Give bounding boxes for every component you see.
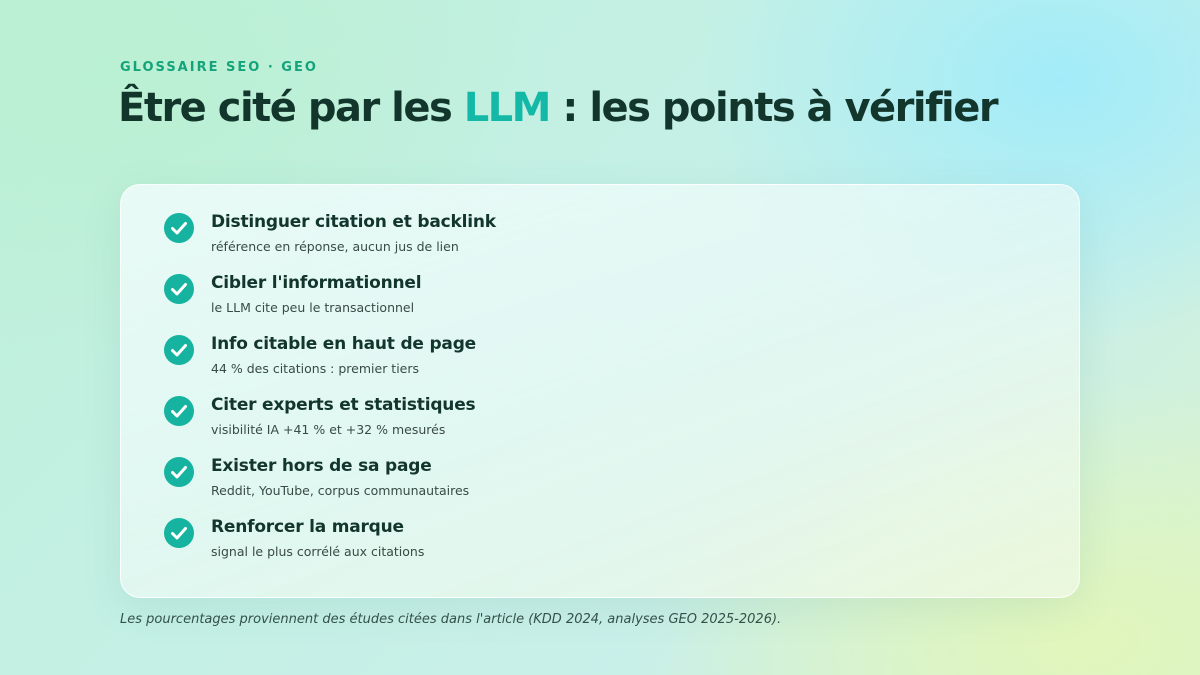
- checklist-item: [164, 457, 1024, 507]
- check-circle-icon: [164, 213, 194, 243]
- check-circle-icon: [164, 396, 194, 426]
- page-title: [118, 82, 997, 134]
- checklist-item-title: Cibler l'informationnel: [211, 273, 422, 293]
- check-circle-icon: [164, 274, 194, 304]
- checklist-item: [164, 335, 1024, 385]
- checklist-item-subtitle: visibilité IA +41 % et +32 % mesurés: [211, 422, 446, 437]
- checklist-item-subtitle: le LLM cite peu le transactionnel: [211, 300, 415, 315]
- checklist-item-title: Exister hors de sa page: [211, 456, 432, 476]
- title-accent: LLM: [463, 85, 550, 131]
- check-circle-icon: [164, 335, 194, 365]
- title-text-before: Être cité par les: [118, 85, 464, 131]
- check-circle-icon: [164, 518, 194, 548]
- checklist-item-title: Citer experts et statistiques: [211, 395, 476, 415]
- eyebrow-label: GLOSSAIRE SEO · GEO: [120, 60, 318, 75]
- check-circle-icon: [164, 457, 194, 487]
- title-text-after: : les points à vérifier: [549, 85, 998, 131]
- checklist-item-title: Distinguer citation et backlink: [211, 212, 496, 232]
- checklist-item-subtitle: signal le plus corrélé aux citations: [211, 544, 425, 559]
- checklist-item: [164, 396, 1024, 446]
- checklist-item-title: Info citable en haut de page: [211, 334, 476, 354]
- checklist-item: [164, 274, 1024, 324]
- footnote: Les pourcentages proviennent des études citées dans l'article (KDD 2024, analyses GEO 2025-2026).: [120, 612, 782, 627]
- checklist-card: [120, 184, 1080, 598]
- checklist-item-subtitle: Reddit, YouTube, corpus communautaires: [211, 483, 470, 498]
- checklist-item-subtitle: référence en réponse, aucun jus de lien: [211, 239, 459, 254]
- checklist-item-subtitle: 44 % des citations : premier tiers: [211, 361, 420, 376]
- checklist-item-title: Renforcer la marque: [211, 517, 404, 537]
- checklist-item: [164, 518, 1024, 568]
- checklist-item: [164, 213, 1024, 263]
